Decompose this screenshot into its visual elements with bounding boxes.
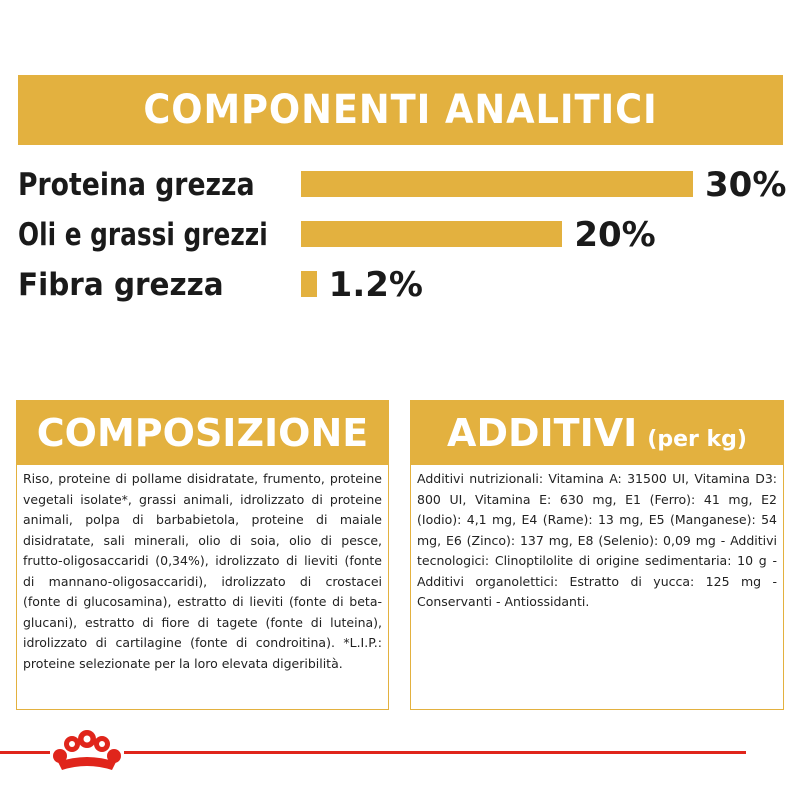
analytic-label: Proteina grezza — [18, 167, 255, 203]
analytic-row-protein — [0, 160, 800, 210]
analytic-bar — [301, 221, 562, 247]
analytic-bar — [301, 171, 693, 197]
analytic-components-banner — [18, 75, 783, 145]
analytic-bar — [301, 271, 317, 297]
analytic-label: Fibra grezza — [18, 267, 224, 303]
additives-header — [411, 401, 783, 465]
additives-title-wrap — [447, 411, 747, 455]
footer-line-left — [0, 751, 50, 754]
analytic-value: 1.2% — [328, 265, 423, 305]
analytic-label: Oli e grassi grezzi — [18, 217, 268, 253]
analytic-value: 20% — [574, 215, 656, 255]
additives-panel — [410, 400, 784, 710]
additives-subtitle: (per kg) — [647, 427, 747, 452]
composition-header — [17, 401, 388, 465]
composition-text: Riso, proteine di pollame disidratate, frumento, proteine vegetali isolate*, grassi animali, idrolizzato di proteine animali, polpa di barbabietola, proteine di maiale disidratate, sali minerali, olio di soia, olio di pesce, frutto-oligosaccaridi (0,34%), idrolizzato di lieviti (fonte di mannano-oligosaccaridi), idrolizzato di crostacei (fonte di glucosamina), estratto di lieviti (fonte di beta-glucani), estratto di fiore di tagete (fonte di luteina), idrolizzato di cartilagine (fonte di condroitina). *L.I.P.: proteine selezionate per la loro elevata digeribilità. — [23, 471, 382, 671]
analytic-row-fibre — [0, 260, 800, 310]
analytic-value: 30% — [705, 165, 787, 205]
additives-title: ADDITIVI — [447, 411, 638, 455]
composition-title: COMPOSIZIONE — [36, 411, 369, 455]
crown-logo-icon — [52, 726, 122, 774]
additives-text: Additivi nutrizionali: Vitamina A: 31500 UI, Vitamina D3: 800 UI, Vitamina E: 630 mg, E1 (Ferro): 41 mg, E2 (Iodio): 4,1 mg, E4 (Rame): 13 mg, E5 (Manganese): 54 mg, E6 (Zinco): 137 mg, E8 (Selenio): 0,09 mg - Additivi tecnologici: Clinoptilolite di origine sedimentaria: 10 g - Additivi organolettici: Estratto di yucca: 125 mg - Conservanti - Antiossidanti. — [417, 471, 777, 609]
analytic-row-fat — [0, 210, 800, 260]
footer-line-right — [124, 751, 746, 754]
analytic-components-title: COMPONENTI ANALITICI — [143, 87, 658, 133]
composition-panel — [16, 400, 389, 710]
